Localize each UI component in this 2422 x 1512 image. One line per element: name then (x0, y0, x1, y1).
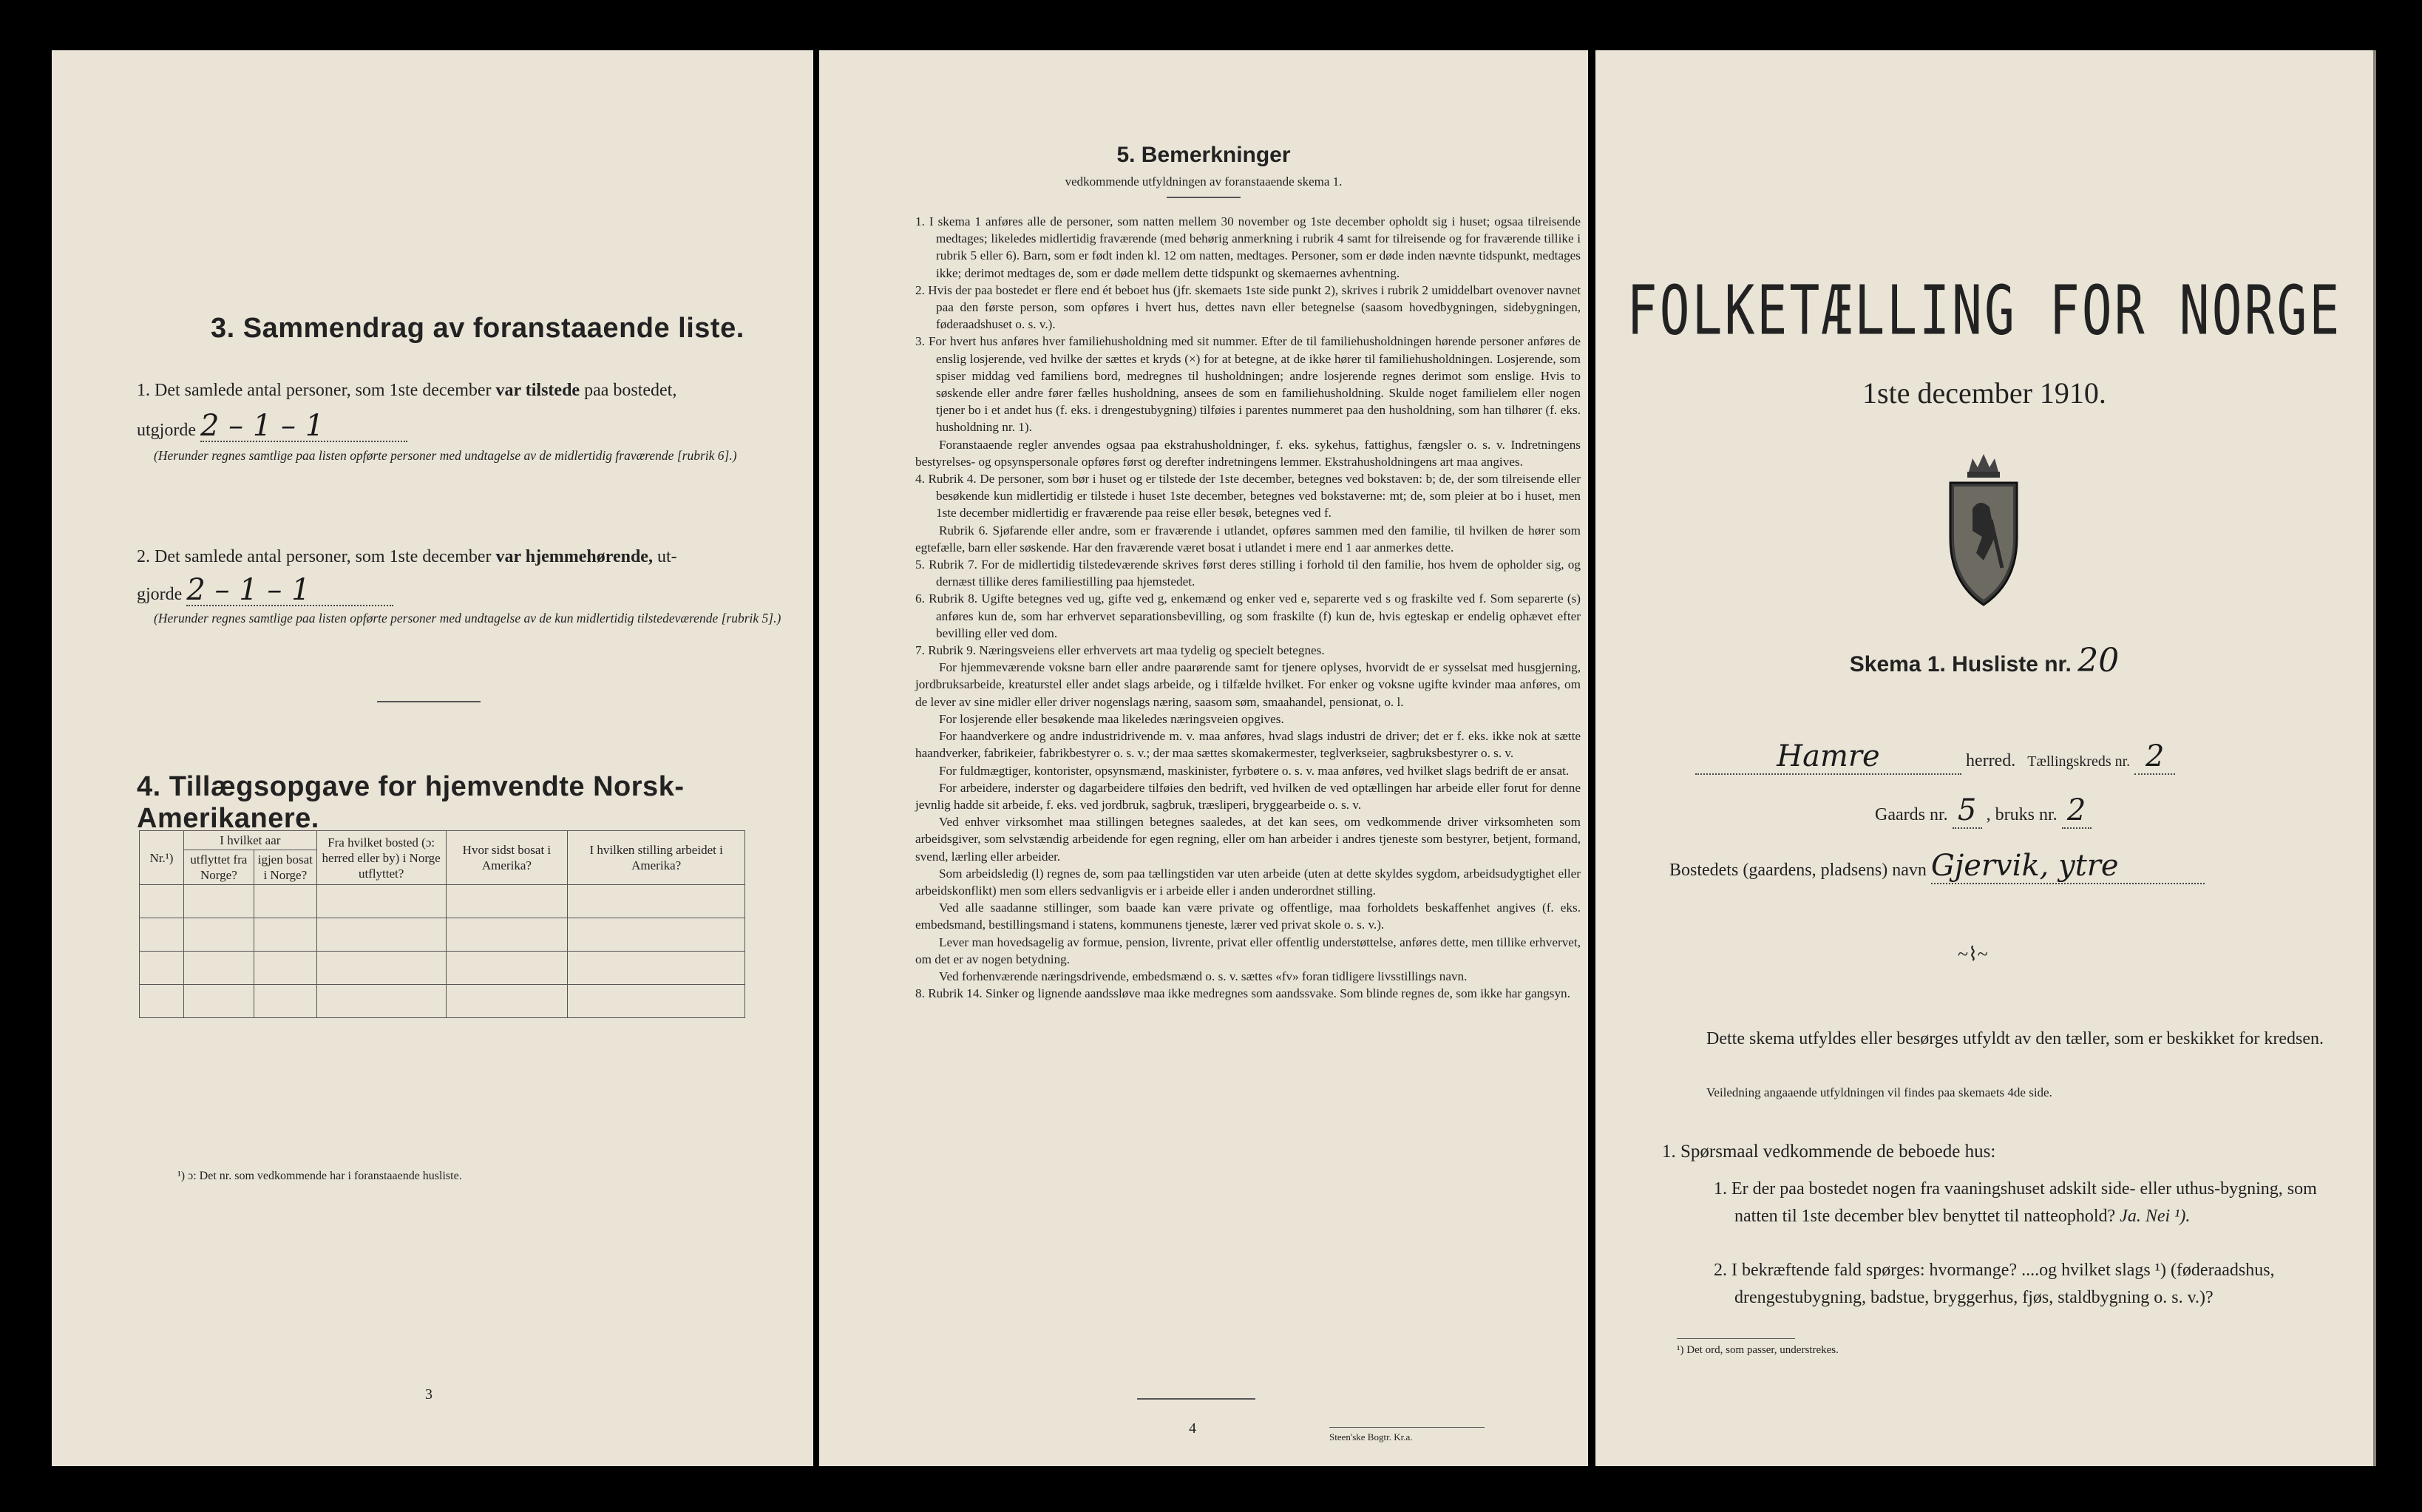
paragraph: 2. Hvis der paa bostedet er flere end ét beboet hus (jfr. skemaets 1ste side punkt 2), skrives i rubrik 2 umiddelbart ovenover navnet paa den første person, som opføres i hvert hus, dettes navn eller betegnelse (saasom hovedbygningen, sidebygningen, føderaadshuset o. s. v.). (915, 282, 1581, 332)
paragraph: Foranstaaende regler anvendes ogsaa paa ekstrahusholdninger, f. eks. sykehus, fattighus, fængsler o. s. v. Indretningens bestyrelses- og opsynspersonale opføres først og derefter indretningens lemmer. Ekstrahusholdningens art maa angives. (915, 437, 1581, 469)
norsk-amerikanere-table (139, 830, 745, 1018)
herred-line: Hamre herred. Tællingskreds nr. 2 (1695, 739, 2346, 775)
gaards-value: 5 (1953, 793, 1982, 829)
paragraph: Ved forhenværende næringsdrivende, embedsmænd o. s. v. sættes «fv» foran tidligere livsstillings navn. (939, 969, 1468, 983)
item1-handwritten-value: 2 – 1 – 1 (200, 411, 407, 442)
kreds-value: 2 (2134, 739, 2175, 775)
coat-of-arms-icon (1939, 450, 2028, 612)
table-row (140, 952, 745, 985)
paragraph: 7. Rubrik 9. Næringsveiens eller erhvervets art maa tydelig og specielt betegnes. (915, 643, 1325, 658)
page-number: 4 (1189, 1420, 1196, 1437)
section4-title: 4. Tillægsopgave for hjemvendte Norsk-Amerikanere. (137, 771, 685, 834)
paragraph: 5. Rubrik 7. For de midlertidig tilstedeværende skrives først deres stilling i forhold til den familie, hos hvem de opholder sig, og dernæst tillike deres familiestilling paa hjemstedet. (915, 557, 1581, 589)
census-title: FOLKETÆLLING FOR NORGE (1626, 272, 2342, 351)
header-igjen: igjen bosat i Norge? (254, 850, 316, 885)
header-year-group: I hvilket aar (183, 831, 316, 850)
bemerkninger-body (915, 213, 1581, 1002)
item1-text: 1. Det samlede antal personer, som 1ste december var tilstede paa bostedet, (137, 381, 677, 400)
item2-value-line: gjorde 2 – 1 – 1 (137, 575, 787, 609)
paragraph: 8. Rubrik 14. Sinker og lignende aandssløve maa ikke medregnes som aandssvake. Som blinde regnes de, som ikke har gangsyn. (915, 986, 1570, 1001)
paragraph: Ved enhver virksomhet maa stillingen betegnes saaledes, at det kan sees, om vedkommende driver virksomheten som arbeidsgiver, som selvstændig arbeidende for egen regning, eller om han arbeider i andres tjeneste som bestyrer, betjent, formand, svend, lærling eller arbeider. (915, 815, 1581, 864)
paragraph: For losjerende eller besøkende maa likeledes næringsveien opgives. (939, 711, 1284, 726)
table-row (140, 918, 745, 952)
gaards-line: Gaards nr. 5 , bruks nr. 2 (1875, 793, 2318, 829)
printer-rule (1329, 1427, 1485, 1428)
bruks-value: 2 (2062, 793, 2092, 829)
info-text: Dette skema utfyldes eller besørges utfyldt av den tæller, som er beskikket for kredsen. (1706, 1029, 2324, 1048)
bosted-line: Bostedets (gaardens, pladsens) navn Gjervik, ytre (1669, 849, 2350, 884)
paragraph: 6. Rubrik 8. Ugifte betegnes ved ug, gifte ved g, enkemænd og enker ved e, separerte ved s og fraskilte ved f. Som separerte (s) anføres kun de, som har erhvervet separationsbevilling, og som fraskilte (f) kun de, hvis egteskap er endelig ophævet efter bevilling eller ved dom. (915, 591, 1581, 640)
paragraph: Lever man hovedsagelig av formue, pension, livrente, privat eller offentlig understøttelse, anføres dette, men tillike erhvervet, om det er av nogen betydning. (915, 935, 1581, 966)
paragraph: Som arbeidsledig (l) regnes de, som paa tællingstiden var uten arbeide (uten at dette skyldes sygdom, arbeidsudygtighet eller arbeidskonflikt) men som ellers sedvanligvis er i arbeide eller i anden underordnet stilling. (915, 866, 1581, 898)
paragraph: 4. Rubrik 4. De personer, som bør i huset og er tilstede der 1ste december, betegnes ved bokstaven: b; de, der som tilreisende eller besøkende kun midlertidig er tilstede i huset 1ste december, betegnes ved bokstaverne: mt; de, som pleier at bo i huset, men 1ste december midlertidig er fraværende paa reise eller besøk, betegnes ved f. (915, 472, 1581, 521)
bottom-rule (1137, 1398, 1255, 1400)
paragraph: 1. I skema 1 anføres alle de personer, som natten mellem 30 november og 1ste december opholdt sig i huset; ogsaa tilreisende medtages; likeledes midlertidig fraværende (med behørig anmerkning i rubrik 4 samt for tilreisende og for fraværende tillike i rubrik 5 eller 6). Barn, som er født inden kl. 12 om natten, medtages. Personer, som er døde inden nævnte tidspunkt, medtages ikke; derimot medtages de, som er døde mellem dette tidspunkt og skemaernes avhentning. (915, 214, 1581, 280)
left-page (52, 50, 813, 1466)
item1-value-line: utgjorde 2 – 1 – 1 (137, 411, 787, 445)
paragraph: For fuldmægtiger, kontorister, opsynsmænd, maskinister, fyrbøtere o. s. v. maa anføres, ved hvilket slags bedrift de er ansat. (939, 763, 1570, 778)
paragraph: For arbeidere, inderster og dagarbeidere tilføies den bedrift, ved hvilken de ved optællingen har arbeide eller forut for denne jevnlig hadde sit arbeide, f. eks. ved jordbruk, sagbruk, træsliperi, bryggearbeide o. s. v. (915, 780, 1581, 812)
item2-text: 2. Det samlede antal personer, som 1ste december var hjemmehørende, ut- (137, 547, 677, 566)
ornament: ~⌇~ (1958, 943, 1988, 965)
question-1: 1. Er der paa bostedet nogen fra vaaningshuset adskilt side- eller uthus-bygning, som natten til 1ste december blev benyttet til natteophold? Ja. Nei ¹). (1714, 1179, 2317, 1226)
page-number: 3 (425, 1386, 432, 1403)
table-footnote: ¹) ɔ: Det nr. som vedkommende har i foranstaaende husliste. (177, 1170, 462, 1182)
right-page (1595, 50, 2373, 1466)
paragraph: Ved alle saadanne stillinger, som baade kan være private og offentlige, maa forholdets beskaffenhet angives (f. eks. embedsmand, bestillingsmand i statens, kommunens tjeneste, lærer ved privat skole o. s. v.). (915, 901, 1581, 932)
item2-handwritten-value: 2 – 1 – 1 (186, 575, 393, 606)
paragraph: 3. For hvert hus anføres hver familiehusholdning med sit nummer. Efter de til familiehusholdningen hørende personer anføres de enslig losjerende, ved hvilke der sættes et kryds (×) for at betegne, at de ikke hører til familiehusholdningen. Losjerende, som spiser middag ved familiens bord, medregnes til husholdningen; andre losjerende regnes derimot som enslige. Hvis to søskende eller andre fører fælles husholdning, ansees de som en familiehusholdning. Skulde noget familielem eller nogen tjener bo i et andet hus (f. eks. i drengestubygning) tilføies i parentes nummeret paa den husholdning, som han tilhører (f. eks. husholdning nr. 1). (915, 334, 1581, 435)
paragraph: For hjemmeværende voksne barn eller andre paarørende samt for tjenere oplyses, hvorvidt de er sysselsat med husgjerning, jordbruksarbeide, kreaturstel eller andet slags arbeide, og i tilfælde hvilket. For enker og voksne ugifte kvinder maa anføres, om de lever av sine midler eller driver nogenslags næring, saasom søm, smaahandel, pensionat, o. l. (915, 660, 1581, 709)
table-row (140, 885, 745, 918)
item2-note: (Herunder regnes samtlige paa listen opførte personer med undtagelse av de kun midlertidig tilstedeværende [rubrik 5].) (154, 611, 781, 626)
printer-credit: Steen'ske Bogtr. Kr.a. (1329, 1431, 1413, 1442)
bosted-value: Gjervik, ytre (1931, 849, 2205, 884)
table-row (140, 985, 745, 1018)
title-rule (1167, 197, 1241, 198)
item1-note: (Herunder regnes samtlige paa listen opførte personer med undtagelse av de midlertidig fraværende [rubrik 6].) (154, 448, 737, 463)
skema-line: Skema 1. Husliste nr. 20 (1849, 642, 2120, 679)
q1-answer: Ja. Nei ¹). (2120, 1207, 2191, 1226)
header-stilling: I hvilken stilling arbeidet i Amerika? (568, 831, 745, 885)
paragraph: Rubrik 6. Sjøfarende eller andre, som er fraværende i utlandet, opføres sammen med den familie, til hvilken de hører som egtefælle, barn eller søskende. Har den fraværende været bosat i utlandet i mere end 1 aar anmerkes dette. (915, 523, 1581, 555)
info-note: Veiledning angaaende utfyldningen vil findes paa skemaets 4de side. (1706, 1085, 2052, 1099)
footnote-rule (1677, 1338, 1795, 1339)
bemerkninger-subtitle: vedkommende utfyldningen av foranstaaende skema 1. (1065, 174, 1343, 189)
bemerkninger-title: 5. Bemerkninger (1116, 143, 1291, 167)
question-2: 2. I bekræftende fald spørges: hvormange? ....og hvilket slags ¹) (føderaadshus, drengestubygning, badstue, bryggerhus, fjøs, staldbygning o. s. v.)? (1714, 1261, 2275, 1307)
header-fra: Fra hvilket bosted (ɔ: herred eller by) i Norge utflyttet? (316, 831, 446, 885)
header-utflyttet: utflyttet fra Norge? (183, 850, 254, 885)
header-hvor: Hvor sidst bosat i Amerika? (446, 831, 568, 885)
page-edge (2373, 50, 2376, 1466)
divider (377, 701, 481, 702)
herred-value: Hamre (1695, 739, 1961, 775)
header-nr: Nr.¹) (140, 831, 184, 885)
middle-page (819, 50, 1588, 1466)
section3-title: 3. Sammendrag av foranstaaende liste. (211, 313, 744, 344)
questions-header: 1. Spørsmaal vedkommende de beboede hus: (1662, 1142, 1996, 1162)
census-date: 1ste december 1910. (1862, 376, 2106, 410)
paragraph: For haandverkere og andre industridrivende m. v. maa anføres, hvad slags industri de driver; det er f. eks. ikke nok at sætte haandverker, fabrikeier, fabrikbestyrer o. s. v.; der maa sættes skomakermester, teglverkseier, sagbruksbestyrer o. s. v. (915, 729, 1581, 761)
footnote: ¹) Det ord, som passer, understrekes. (1677, 1344, 1839, 1356)
husliste-nr-value: 20 (2077, 642, 2120, 679)
